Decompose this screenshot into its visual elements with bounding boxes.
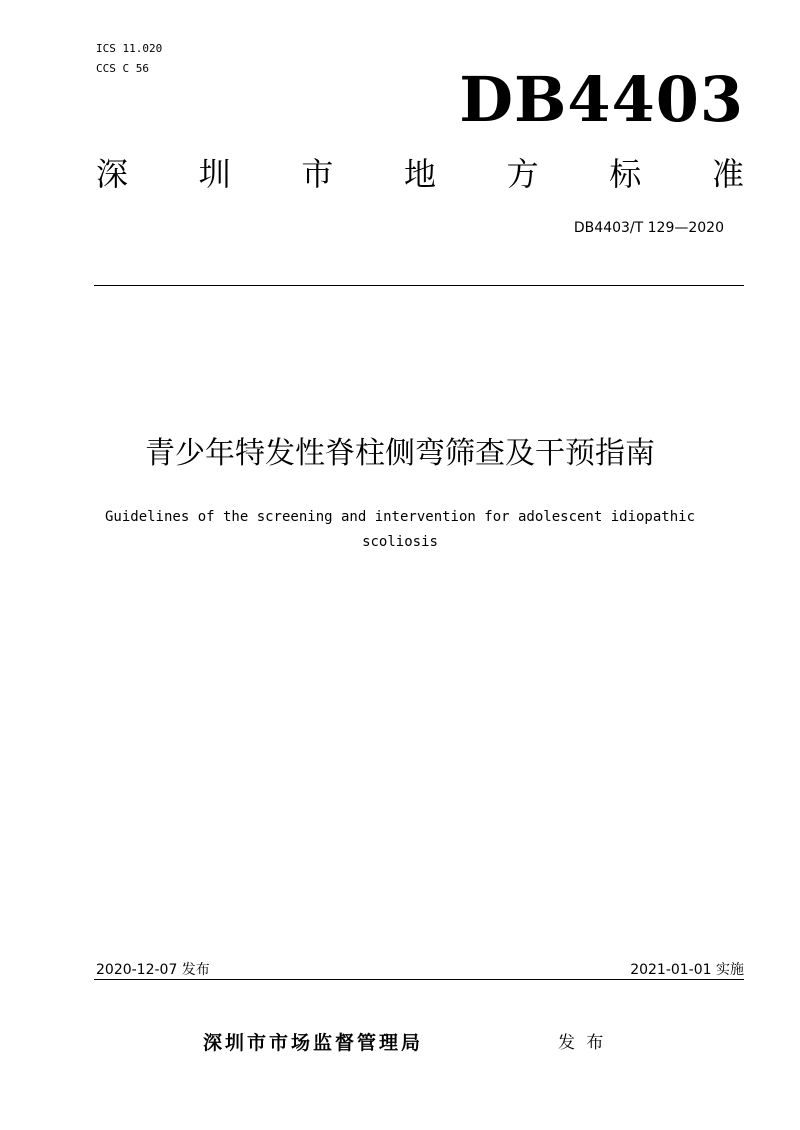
publish-label: 发 布 [558, 1033, 604, 1053]
ics-code: ICS 11.020 [96, 42, 163, 55]
standard-type-char: 地 [403, 155, 436, 193]
issuing-authority: 深圳市市场监督管理局 [203, 1032, 424, 1054]
title-chinese: 青少年特发性脊柱侧弯筛查及干预指南 [145, 436, 655, 471]
standard-code: DB4403 [459, 63, 744, 136]
title-english [60, 505, 740, 555]
standard-number: DB4403/T 129—2020 [573, 220, 724, 236]
header-divider [94, 285, 744, 286]
title-english-line: scoliosis [362, 534, 438, 550]
issue-date: 2020-12-07 发布 [96, 962, 210, 978]
standard-type [96, 152, 744, 196]
standard-type-char: 圳 [198, 155, 231, 193]
standard-type-char: 标 [609, 155, 642, 193]
title-english-line: Guidelines of the screening and intervention for adolescent idiopathic [104, 509, 695, 525]
standard-type-char: 深 [96, 155, 129, 193]
standard-type-char: 市 [301, 155, 334, 193]
ccs-code: CCS C 56 [96, 62, 149, 75]
footer-divider [94, 979, 744, 980]
implementation-date: 2021-01-01 实施 [630, 962, 744, 978]
standard-type-char: 准 [711, 155, 744, 193]
standard-type-char: 方 [506, 155, 539, 193]
